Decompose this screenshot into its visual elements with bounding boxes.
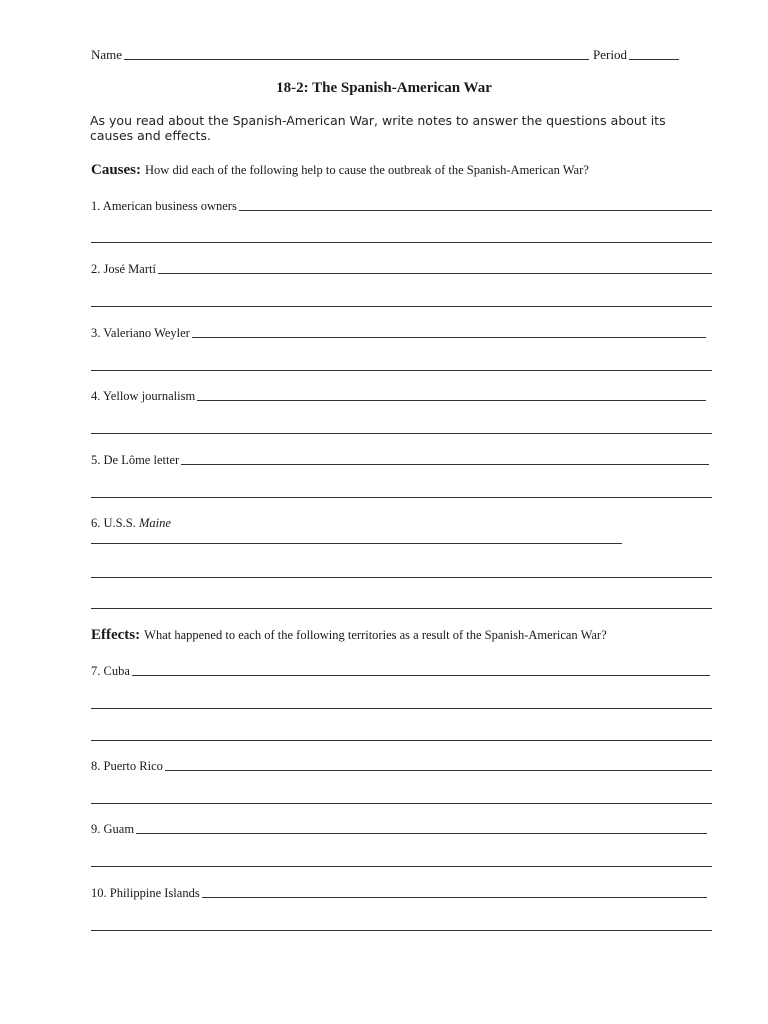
effects-prompt: What happened to each of the following territories as a result of the Spanish-American War? xyxy=(144,628,607,642)
answer-6-line[interactable] xyxy=(91,543,622,544)
question-2-label: 2. José Martí xyxy=(91,262,156,276)
question-8-label: 8. Puerto Rico xyxy=(91,759,163,773)
answer-10-line-2[interactable] xyxy=(91,930,712,931)
period-label: Period xyxy=(593,47,627,62)
question-7 xyxy=(91,661,710,679)
question-5 xyxy=(91,450,709,468)
question-4 xyxy=(91,386,706,404)
causes-heading: Causes: xyxy=(91,162,142,178)
question-7-label: 7. Cuba xyxy=(91,664,130,678)
question-6 xyxy=(91,513,391,531)
question-6-prefix: 6. U.S.S. xyxy=(91,516,136,530)
question-6-label xyxy=(91,516,171,531)
question-9 xyxy=(91,819,707,837)
answer-7-line[interactable] xyxy=(132,663,710,676)
answer-5-line-2[interactable] xyxy=(91,497,712,498)
answer-2-line-2[interactable] xyxy=(91,306,712,307)
answer-3-line-2[interactable] xyxy=(91,370,712,371)
question-6-ship-name: Maine xyxy=(138,516,171,530)
period-blank[interactable] xyxy=(629,47,679,60)
question-2 xyxy=(91,259,712,277)
question-10-label: 10. Philippine Islands xyxy=(91,886,200,900)
answer-1-line[interactable] xyxy=(239,198,712,211)
question-4-label: 4. Yellow journalism xyxy=(91,389,196,403)
question-1 xyxy=(91,196,712,214)
instructions: As you read about the Spanish-American War, write notes to answer the questions about its causes and effects. xyxy=(90,113,666,143)
answer-6-line-3[interactable] xyxy=(91,608,712,609)
answer-3-line[interactable] xyxy=(192,325,706,338)
question-3-label: 3. Valeriano Weyler xyxy=(91,326,190,340)
effects-heading-row xyxy=(91,627,716,644)
page-title: 18-2: The Spanish-American War xyxy=(276,80,492,96)
answer-5-line[interactable] xyxy=(181,452,709,465)
answer-7-line-3[interactable] xyxy=(91,740,712,741)
answer-10-line[interactable] xyxy=(202,885,707,898)
name-label: Name xyxy=(91,47,123,62)
answer-1-line-2[interactable] xyxy=(91,242,712,243)
question-10 xyxy=(91,883,707,901)
name-blank[interactable] xyxy=(124,47,589,60)
answer-6-line-2[interactable] xyxy=(91,577,712,578)
answer-4-line-2[interactable] xyxy=(91,433,712,434)
answer-8-line[interactable] xyxy=(165,758,712,771)
causes-prompt: How did each of the following help to cause the outbreak of the Spanish-American War? xyxy=(145,163,589,177)
answer-2-line[interactable] xyxy=(158,261,712,274)
name-period-row xyxy=(91,45,679,63)
question-9-label: 9. Guam xyxy=(91,822,135,836)
question-5-label: 5. De Lôme letter xyxy=(91,453,180,467)
answer-8-line-2[interactable] xyxy=(91,803,712,804)
answer-9-line[interactable] xyxy=(136,821,707,834)
question-8 xyxy=(91,756,712,774)
causes-heading-row xyxy=(91,162,716,179)
answer-9-line-2[interactable] xyxy=(91,866,712,867)
question-3 xyxy=(91,323,706,341)
answer-4-line[interactable] xyxy=(197,388,706,401)
effects-heading: Effects: xyxy=(91,627,141,643)
answer-7-line-2[interactable] xyxy=(91,708,712,709)
question-1-label: 1. American business owners xyxy=(91,199,237,213)
